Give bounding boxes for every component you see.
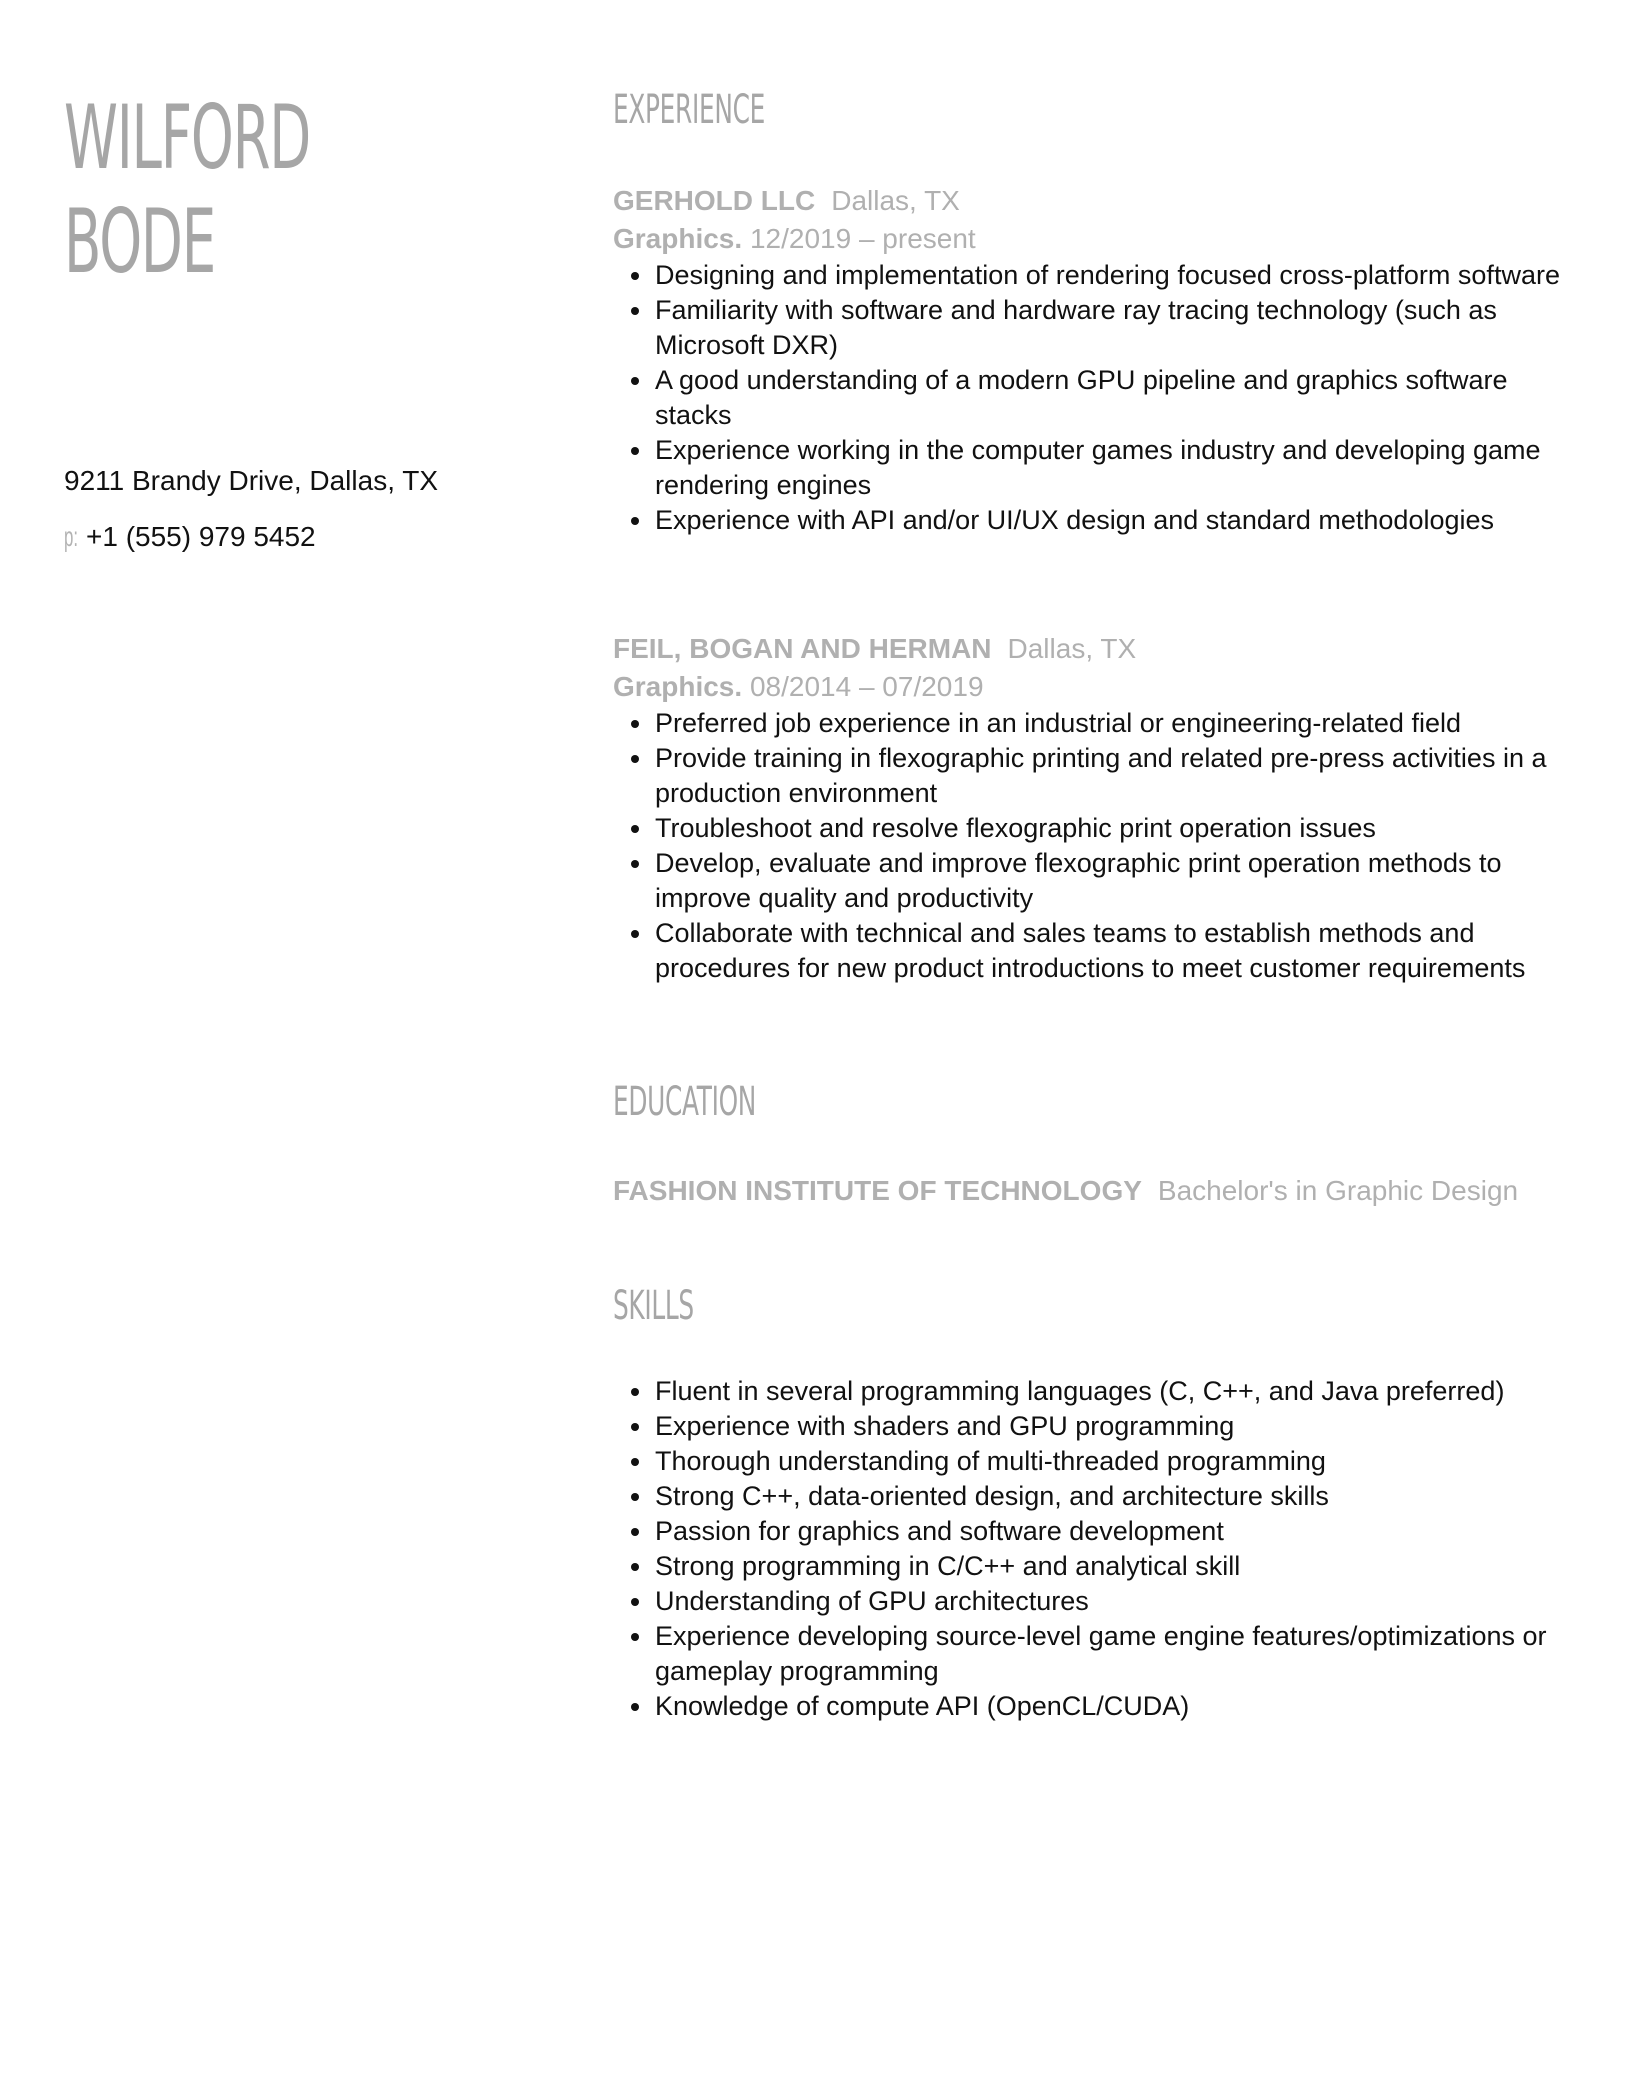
skills-list xyxy=(613,1374,1573,1724)
duty-item: Collaborate with technical and sales teams to establish methods and procedures for new product introductions to meet customer requirements xyxy=(613,916,1573,986)
duty-item: Experience with API and/or UI/UX design and standard methodologies xyxy=(613,503,1573,538)
job-dates: 08/2014 – 07/2019 xyxy=(749,671,984,702)
skill-item: Experience developing source-level game engine features/optimizations or gameplay programming xyxy=(613,1619,1573,1689)
last-name: BODE xyxy=(64,190,215,293)
job-header xyxy=(613,630,1573,668)
education-entry xyxy=(613,1172,1573,1210)
address: 9211 Brandy Drive, Dallas, TX xyxy=(64,465,439,496)
job-duties xyxy=(613,706,1573,986)
phone-row xyxy=(64,517,584,573)
skill-item: Passion for graphics and software development xyxy=(613,1514,1573,1549)
job-location: Dallas, TX xyxy=(831,185,960,216)
job-entry xyxy=(613,630,1573,986)
skills-heading: SKILLS xyxy=(613,1283,694,1329)
skills-entry xyxy=(613,1374,1573,1724)
duty-item: Experience working in the computer games industry and developing game rendering engines xyxy=(613,433,1573,503)
job-dates: 12/2019 – present xyxy=(749,223,976,254)
skill-item: Strong programming in C/C++ and analytical skill xyxy=(613,1549,1573,1584)
experience-heading: EXPERIENCE xyxy=(613,87,765,133)
education-heading: EDUCATION xyxy=(613,1079,757,1125)
duty-item: A good understanding of a modern GPU pipeline and graphics software stacks xyxy=(613,363,1573,433)
job-role: Graphics. xyxy=(613,223,743,254)
job-role: Graphics. xyxy=(613,671,743,702)
duty-item: Provide training in flexographic printing and related pre-press activities in a production environment xyxy=(613,741,1573,811)
duty-item: Preferred job experience in an industrial or engineering-related field xyxy=(613,706,1573,741)
school-name: FASHION INSTITUTE OF TECHNOLOGY xyxy=(613,1175,1142,1206)
role-line xyxy=(613,220,1573,258)
skill-item: Strong C++, data-oriented design, and architecture skills xyxy=(613,1479,1573,1514)
skill-item: Experience with shaders and GPU programming xyxy=(613,1409,1573,1444)
company-name: GERHOLD LLC xyxy=(613,185,816,216)
duty-item: Designing and implementation of rendering focused cross-platform software xyxy=(613,258,1573,293)
job-entry xyxy=(613,182,1573,538)
phone-label: p: xyxy=(64,521,79,552)
duty-item: Troubleshoot and resolve flexographic print operation issues xyxy=(613,811,1573,846)
first-name: WILFORD xyxy=(64,86,311,189)
duty-item: Familiarity with software and hardware ray tracing technology (such as Microsoft DXR) xyxy=(613,293,1573,363)
company-name: FEIL, BOGAN AND HERMAN xyxy=(613,633,992,664)
skill-item: Fluent in several programming languages (C, C++, and Java preferred) xyxy=(613,1374,1573,1409)
skill-item: Knowledge of compute API (OpenCL/CUDA) xyxy=(613,1689,1573,1724)
education-header xyxy=(613,1172,1573,1210)
job-location: Dallas, TX xyxy=(1007,633,1137,664)
degree: Bachelor's in Graphic Design xyxy=(1157,1175,1519,1206)
job-header xyxy=(613,182,1573,220)
name-block xyxy=(64,86,534,294)
skill-item: Understanding of GPU architectures xyxy=(613,1584,1573,1619)
skill-item: Thorough understanding of multi-threaded programming xyxy=(613,1444,1573,1479)
job-duties xyxy=(613,258,1573,538)
duty-item: Develop, evaluate and improve flexographic print operation methods to improve quality and productivity xyxy=(613,846,1573,916)
phone-number: +1 (555) 979 5452 xyxy=(86,521,316,552)
role-line xyxy=(613,668,1573,706)
contact-block xyxy=(64,461,584,573)
